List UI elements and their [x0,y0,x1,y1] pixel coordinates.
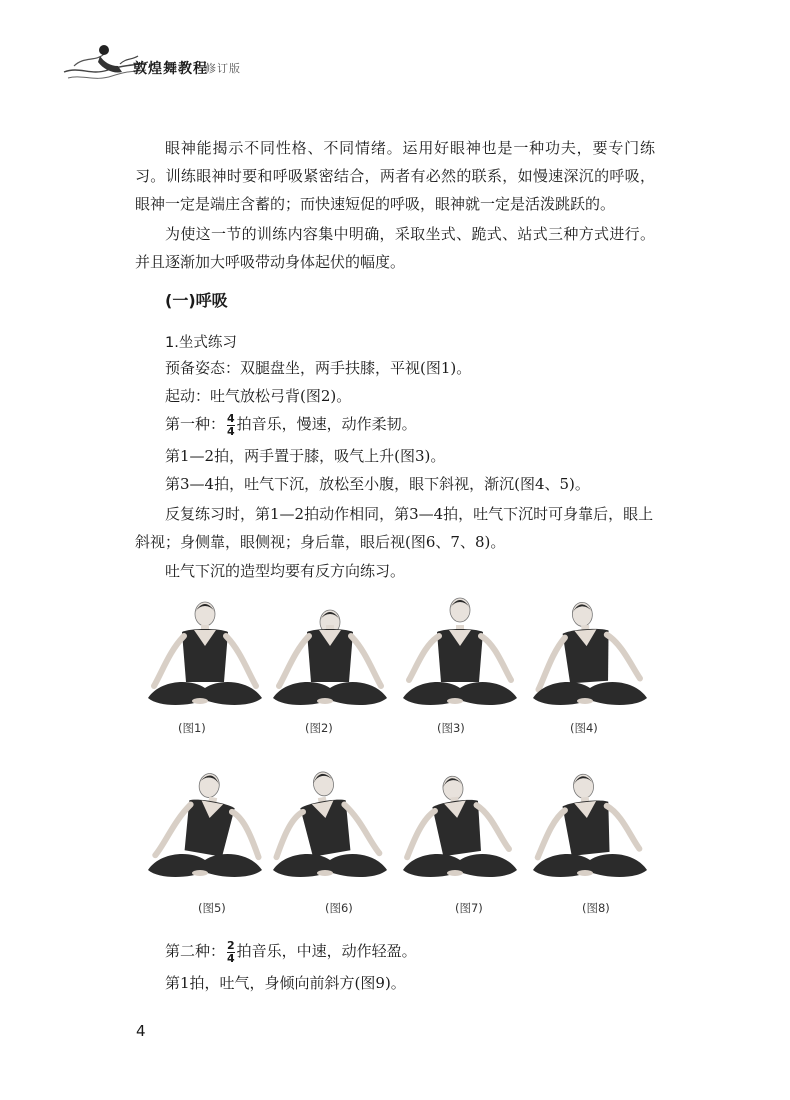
dancer-foot [447,698,463,704]
dancer-left-arm [535,638,568,690]
figure-photo [395,762,525,892]
dancer-foot [577,698,593,704]
dancer-foot [447,870,463,876]
dancer-right-arm [477,801,509,852]
first-method-prefix: 第一种： [165,415,226,433]
paragraph [135,134,655,218]
time-signature-top: 4 [227,411,235,425]
seated-dancer-photo [395,762,525,892]
time-signature [227,411,235,438]
seated-dancer-photo [265,762,395,892]
section-title: (一)呼吸 [165,291,228,310]
dancer-foot [577,870,593,876]
figure-caption: (图2) [305,721,333,735]
figure-photo [265,590,395,720]
time-signature-top: 2 [227,938,235,952]
dancer-left-arm [154,636,184,686]
seated-dancer-photo [140,762,270,892]
seated-dancer-photo [395,590,525,720]
figure-photo [140,762,270,892]
dancer-foot [192,870,208,876]
seated-dancer-photo [265,590,395,720]
dancer-right-arm [226,636,256,686]
paragraph-text: 眼神能揭示不同性格、不同情绪。运用好眼神也是一种功夫，要专门练习。训练眼神时要和呼吸紧密结合，两者有必然的联系，如慢速深沉的呼吸，眼神一定是端庄含蓄的；而快速短促的呼吸，眼神就一定是活泼跳跃的。 [135,139,655,213]
figure-caption: (图5) [198,901,226,915]
edition-label: 修订版 [205,62,241,75]
first-method-line [165,413,417,437]
seated-dancer-photo [140,590,270,720]
text-line: 吐气下沉的造型均要有反方向练习。 [165,562,406,580]
paragraph-text: 为使这一节的训练内容集中明确，采取坐式、跪式、站式三种方式进行。并且逐渐加大呼吸带动身体起伏的幅度。 [135,225,655,271]
dancer-left-arm [409,636,439,680]
time-signature [227,938,235,965]
figure-caption: (图3) [437,721,465,735]
paragraph-text: 反复练习时，第1—2拍动作相同，第3—4拍，吐气下沉时可身靠后，眼上斜视；身侧靠，眼侧视；身后靠，眼后视(图6、7、8)。 [135,505,654,551]
seated-dancer-photo [525,590,655,720]
figure-caption: (图7) [455,901,483,915]
dancer-foot [317,870,333,876]
figure-photo [395,590,525,720]
figure-photo [140,590,270,720]
dancer-foot [192,698,208,704]
figure-photo [525,590,655,720]
sub-title: 1.坐式练习 [165,335,237,351]
second-method-prefix: 第二种： [165,942,226,960]
dancer-left-arm [279,636,309,686]
second-method-line [165,940,417,964]
dancer-foot [317,698,333,704]
dancer-right-arm [351,636,381,686]
time-signature-bottom: 4 [227,424,235,438]
book-title: 敦煌舞教程 [133,61,208,77]
text-line: 第3—4拍，吐气下沉，放松至小腹，眼下斜视，渐沉(图4、5)。 [165,475,590,493]
figure-caption: (图8) [582,901,610,915]
dancer-left-arm [533,810,569,857]
dancer-left-arm [155,800,190,860]
figure-caption: (图4) [570,721,598,735]
text-line: 第1—2拍，两手置于膝，吸气上升(图3)。 [165,447,446,465]
time-signature-bottom: 4 [227,951,235,965]
figure-photo [525,762,655,892]
text-line: 起动：吐气放松弓背(图2)。 [165,387,352,405]
text-line: 预备姿态：双腿盘坐，两手扶膝，平视(图1)。 [165,359,472,377]
second-method-suffix: 拍音乐，中速，动作轻盈。 [236,942,417,960]
first-method-suffix: 拍音乐，慢速，动作柔韧。 [236,415,417,433]
dancer-right-arm [481,636,511,680]
page-number: 4 [136,1022,146,1040]
paragraph [135,220,655,276]
figure-photo [265,762,395,892]
figure-caption: (图1) [178,721,206,735]
dancer-right-arm [607,633,640,681]
figure-caption: (图6) [325,901,353,915]
dancer-right-arm [607,803,640,852]
text-line: 第1拍，吐气，身倾向前斜方(图9)。 [165,974,406,992]
seated-dancer-photo [525,762,655,892]
